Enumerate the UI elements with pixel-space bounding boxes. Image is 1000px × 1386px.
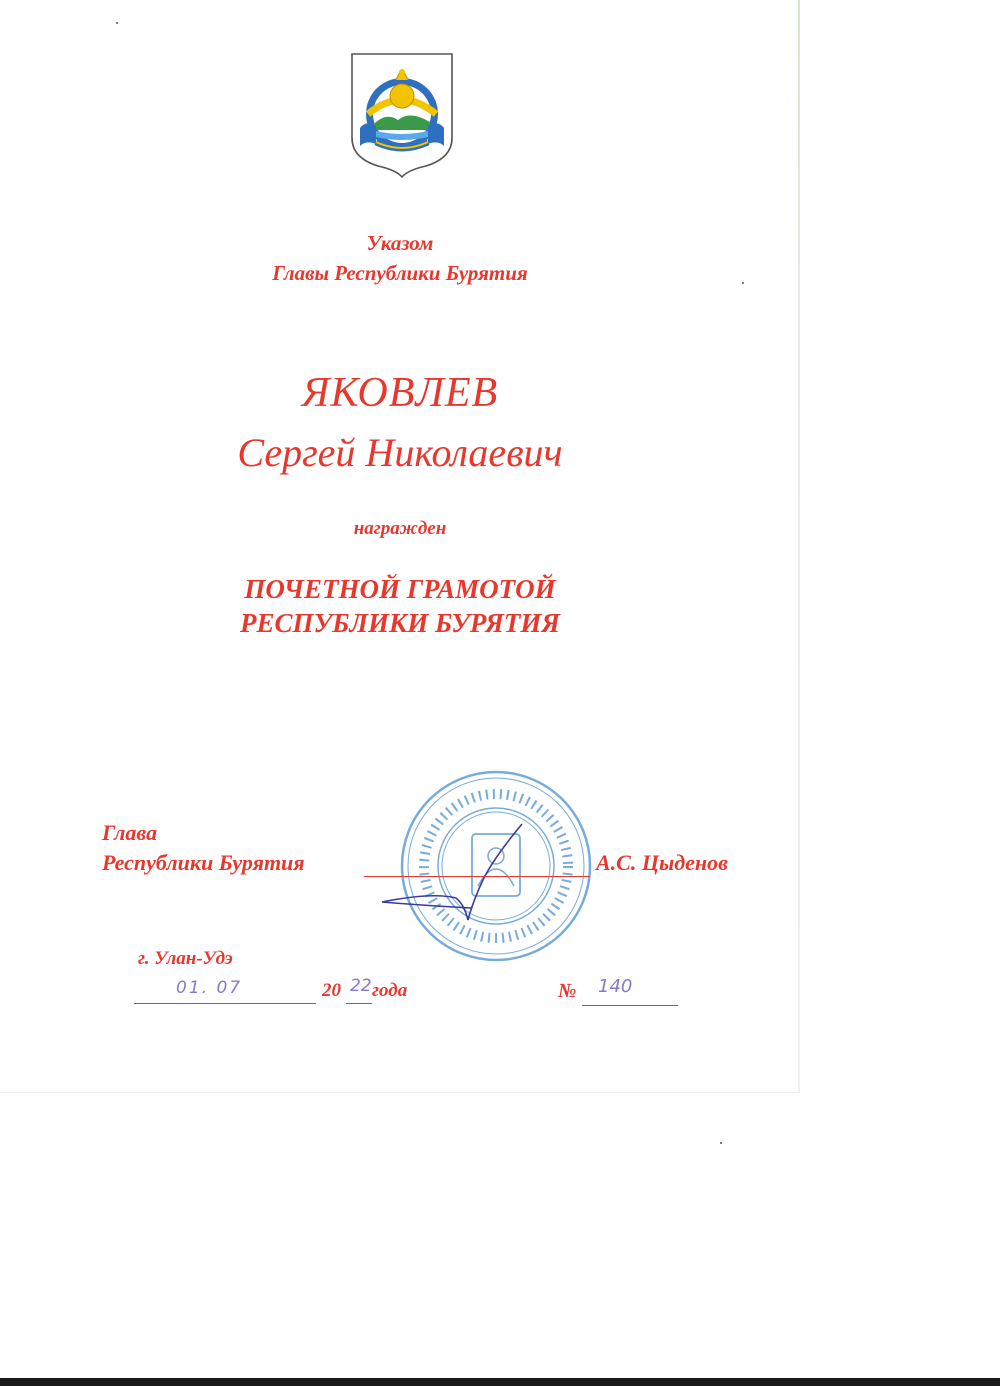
city-label: г. Улан-Удэ: [138, 948, 233, 969]
date-underline: [134, 1003, 316, 1004]
handwritten-year: 22: [350, 976, 372, 996]
signer-title-line2: Республики Бурятия: [102, 850, 305, 875]
signer-title-line1: Глава: [102, 820, 158, 845]
scan-speck: [742, 282, 744, 284]
coat-of-arms-icon: [346, 50, 458, 178]
year-suffix: года: [372, 980, 408, 1001]
signature-line: [364, 876, 590, 877]
year-underline: [346, 1003, 372, 1004]
award-title-line2: РЕСПУБЛИКИ БУРЯТИЯ: [240, 608, 560, 638]
award-title-line1: ПОЧЕТНОЙ ГРАМОТОЙ: [244, 574, 556, 604]
year-prefix: 20: [322, 980, 341, 1001]
number-underline: [582, 1005, 678, 1006]
decree-header-line1: Указом: [366, 231, 434, 255]
signer-title: [102, 818, 305, 878]
scanner-edge-strip: [0, 1378, 1000, 1386]
number-sign: №: [558, 980, 577, 1002]
handwritten-date: 01. 07: [176, 978, 243, 998]
awarded-label: награжден: [353, 518, 447, 539]
decree-header: [0, 228, 800, 288]
handwritten-number: 140: [598, 976, 633, 997]
award-title: [0, 572, 800, 640]
decree-header-line2: Главы Республики Бурятия: [272, 261, 528, 285]
signer-name: А.С. Цыденов: [596, 850, 728, 875]
recipient-last-name: ЯКОВЛЕВ: [301, 370, 499, 416]
signature-icon: [372, 820, 542, 930]
recipient-first-names: Сергей Николаевич: [237, 430, 563, 475]
scan-speck: [116, 22, 118, 24]
paper-bottom-edge: [0, 1092, 800, 1093]
paper-edge: [798, 0, 800, 1092]
scan-speck: [720, 1142, 722, 1144]
